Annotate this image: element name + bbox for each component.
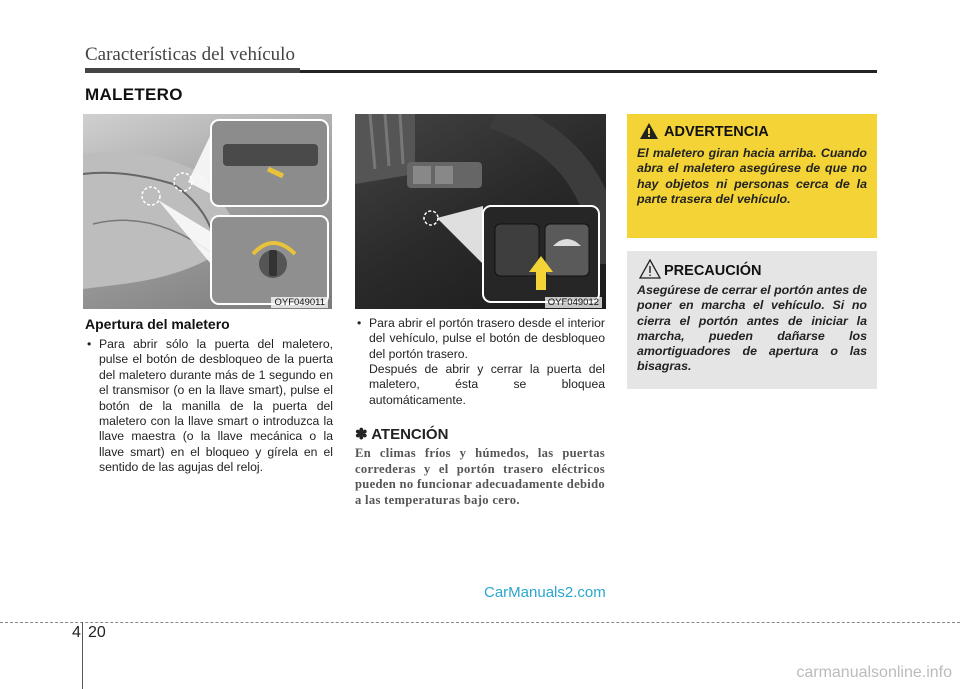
caution-box bbox=[627, 251, 877, 389]
header-rule-accent bbox=[85, 68, 300, 73]
body-bullet bbox=[85, 337, 333, 476]
footer-rule bbox=[0, 622, 960, 623]
attention-heading bbox=[355, 425, 448, 443]
caution-text: Asegúrese de cerrar el portón antes de poner en marcha el vehículo. Si no cierra el portón antes de iniciar la marcha, pueden dañarse los amortiguadores de apertura o las bisagras. bbox=[637, 283, 868, 374]
watermark-link[interactable]: CarManuals2.com bbox=[484, 584, 606, 601]
caution-triangle-icon bbox=[639, 259, 661, 279]
bullet-text: • Para abrir sólo la puerta del maletero, pulse el botón de desbloqueo de la puerta del maletero durante más de 1 segundo en el transmisor (o en la llave smart), pulse el botón de la manilla de la puerta del maletero con la llave smart o introduzca la llave maestra (o la llave mecánica o la llave smart) en el bloqueo y gírela en el sentido de las agujas del reloj. bbox=[85, 337, 333, 476]
attention-text: En climas fríos y húmedos, las puertas correderas y el portón trasero eléctricos pueden no funcionar adecuadamente debido a las temperaturas bajo cero. bbox=[355, 446, 605, 507]
dashboard-photo bbox=[355, 114, 606, 309]
figure-code: OYF049012 bbox=[545, 297, 602, 308]
body-paragraph: Después de abrir y cerrar la puerta del maletero, ésta se bloquea automáticamente. bbox=[369, 362, 605, 407]
section-title: MALETERO bbox=[85, 85, 183, 104]
caution-title: PRECAUCIÓN bbox=[664, 263, 762, 279]
warning-box bbox=[627, 114, 877, 238]
subsection-heading: Apertura del maletero bbox=[85, 316, 230, 332]
page-section-number: 4 bbox=[72, 624, 81, 641]
site-logo: carmanualsonline.info bbox=[796, 664, 952, 681]
trunk-open-button-photo-icon bbox=[355, 114, 606, 309]
page-number: 20 bbox=[88, 624, 106, 641]
warning-text: El maletero giran hacia arriba. Cuando abra el maletero asegúrese de que no hay objetos ni personas cerca de la parte trasera del vehículo. bbox=[637, 146, 867, 206]
bullet-text: • Para abrir el portón trasero desde el interior del vehículo, pulse el botón de desbloqueo del portón trasero. bbox=[355, 316, 605, 362]
warning-title: ADVERTENCIA bbox=[664, 124, 769, 140]
warning-triangle-icon bbox=[639, 122, 659, 140]
attention-title: ATENCIÓN bbox=[371, 426, 449, 443]
trunk-release-lever-photo-icon bbox=[83, 114, 332, 309]
asterisk-icon: ✽ bbox=[355, 426, 372, 443]
page-header-title: Características del vehículo bbox=[85, 44, 295, 65]
trunk-photo bbox=[83, 114, 332, 309]
figure-code: OYF049011 bbox=[271, 297, 328, 308]
body-bullet bbox=[355, 316, 605, 362]
page-divider bbox=[82, 622, 83, 689]
